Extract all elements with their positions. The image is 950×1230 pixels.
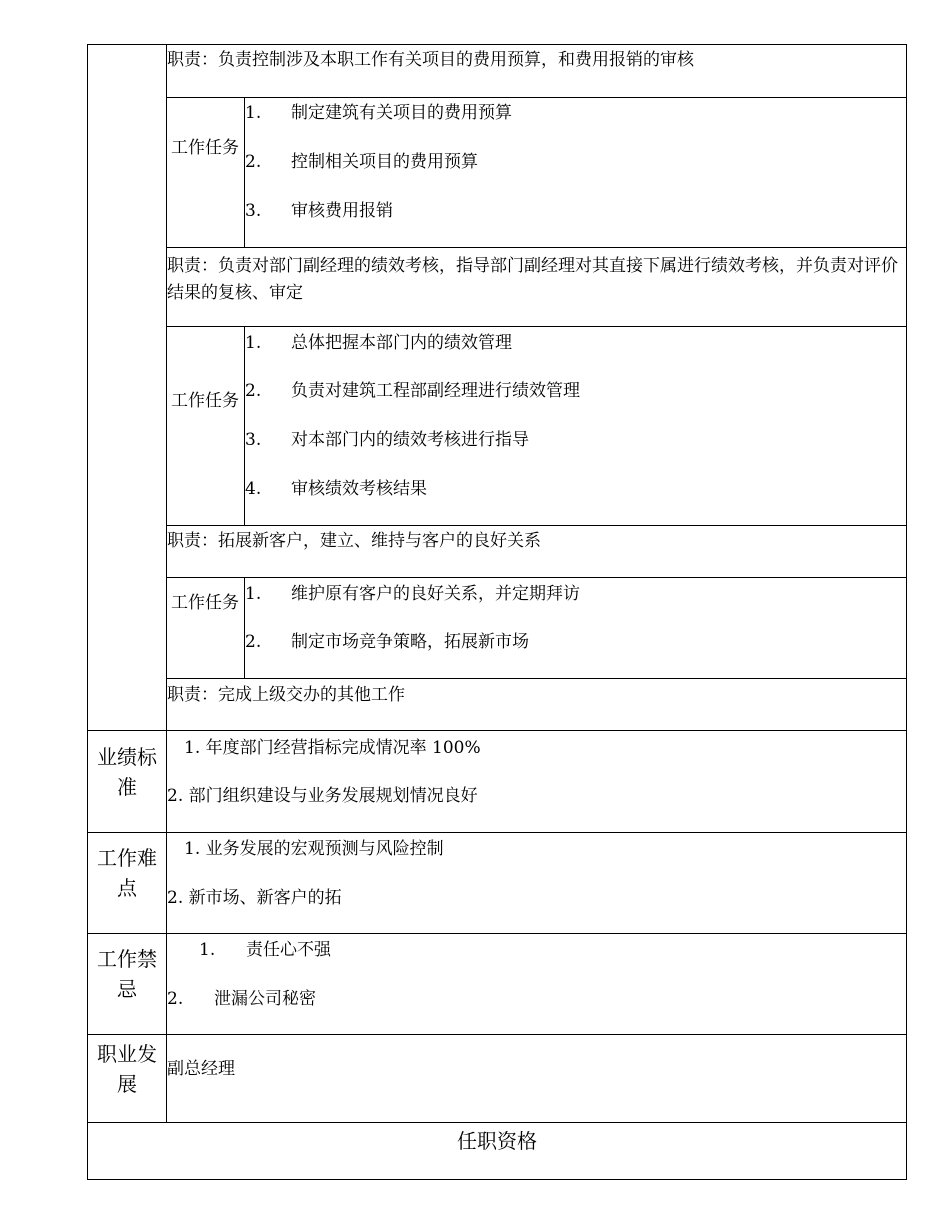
task-item: 对本部门内的绩效考核进行指导 bbox=[291, 430, 529, 450]
task-item: 制定市场竞争策略，拓展新市场 bbox=[291, 632, 529, 652]
responsibility-text: 职责：负责控制涉及本职工作有关项目的费用预算，和费用报销的审核 bbox=[167, 50, 694, 70]
performance-label: 业绩标准 bbox=[97, 745, 157, 799]
task-label: 工作任务 bbox=[171, 138, 239, 158]
task-number: 3. bbox=[245, 201, 262, 221]
task-number: 2. bbox=[245, 152, 262, 172]
task-item: 审核绩效考核结果 bbox=[291, 479, 427, 499]
qualification-title: 任职资格 bbox=[457, 1129, 537, 1153]
task-item: 制定建筑有关项目的费用预算 bbox=[291, 103, 512, 123]
task-number: 3. bbox=[245, 430, 262, 450]
task-label: 工作任务 bbox=[171, 593, 239, 613]
task-number: 4. bbox=[245, 479, 262, 499]
taboo-item: 泄漏公司秘密 bbox=[214, 989, 316, 1009]
responsibility-text: 职责：拓展新客户，建立、维持与客户的良好关系 bbox=[167, 531, 541, 551]
difficulty-item: 2. 新市场、新客户的拓 bbox=[167, 888, 342, 908]
career-text: 副总经理 bbox=[167, 1059, 235, 1079]
task-number: 1. bbox=[245, 333, 262, 353]
performance-item: 1. 年度部门经营指标完成情况率 100% bbox=[184, 738, 481, 758]
task-item: 审核费用报销 bbox=[291, 201, 393, 221]
taboo-item: 责任心不强 bbox=[246, 940, 331, 960]
taboo-number: 1. bbox=[199, 940, 216, 960]
career-label: 职业发展 bbox=[97, 1042, 157, 1096]
task-number: 2. bbox=[245, 632, 262, 652]
taboo-label: 工作禁忌 bbox=[97, 947, 157, 1001]
task-item: 总体把握本部门内的绩效管理 bbox=[291, 333, 512, 353]
task-item: 控制相关项目的费用预算 bbox=[291, 152, 478, 172]
task-number: 2. bbox=[245, 381, 262, 401]
difficulty-item: 1. 业务发展的宏观预测与风险控制 bbox=[184, 839, 444, 859]
task-item: 维护原有客户的良好关系，并定期拜访 bbox=[291, 584, 580, 604]
responsibility-text: 职责：完成上级交办的其他工作 bbox=[167, 685, 405, 705]
performance-item: 2. 部门组织建设与业务发展规划情况良好 bbox=[167, 786, 478, 806]
difficulty-label: 工作难点 bbox=[97, 846, 157, 900]
responsibility-text: 职责：负责对部门副经理的绩效考核，指导部门副经理对其直接下属进行绩效考核，并负责对评价结果的复核、审定 bbox=[167, 256, 898, 303]
task-item: 负责对建筑工程部副经理进行绩效管理 bbox=[291, 381, 580, 401]
task-label: 工作任务 bbox=[171, 391, 239, 411]
task-number: 1. bbox=[245, 103, 262, 123]
task-number: 1. bbox=[245, 584, 262, 604]
taboo-number: 2. bbox=[167, 989, 184, 1009]
